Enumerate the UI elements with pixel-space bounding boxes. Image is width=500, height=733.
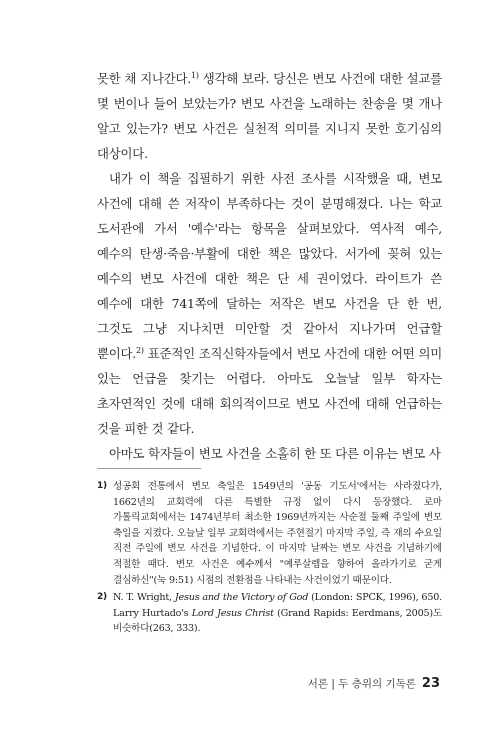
- footnote-text: [113, 590, 442, 637]
- footnote-2: [97, 590, 442, 637]
- footnote-ref-2[interactable]: 2): [136, 345, 144, 355]
- citation-author: N. T. Wright,: [113, 592, 175, 604]
- footnote-text: 성공회 전통에서 변모 축일은 1549년의 '공동 기도서'에서는 사라졌다가, 1662년의 교회력에 다른 특별한 규정 없이 다시 등장했다. 로마 가톨릭교회에서는 1474년부터 최소한 1969년까지는 사순절 둘째 주일에 변모 축일을 지켰다. 오늘날 일부 교회력에서는 주현절기 마지막 주일, 즉 재의 수요일 직전 주일에 변모 사건을 기념한다. 이 마지막 날짜는 변모 사건을 기념하기에 적절한 때다. 변모 사건은 예수께서 "예루살렘을 향하여 올라가기로 굳게 결심하신"(눅 9:51) 시점의 전환점을 나타내는 사건이었기 때문이다.: [113, 481, 442, 586]
- book-title-1: Jesus and the Victory of God: [174, 592, 309, 604]
- paragraph-2-part-b: 표준적인 조직신학자들에서 변모 사건에 대한 어떤 의미 있는 언급을 찾기는 어렵다. 아마도 오늘날 일부 학자는 초자연적인 것에 대해 회의적이므로 변모 사건에 대해 언급하는 것을 피한 것 같다.: [97, 346, 442, 436]
- body-text: [97, 66, 442, 466]
- footnote-ref-1[interactable]: 1): [191, 70, 199, 80]
- citation-details: (London: SPCK, 1996), 650. Larry Hurtado's: [113, 592, 442, 619]
- paragraph-1: [97, 66, 442, 166]
- footnote-number: 1): [97, 481, 107, 491]
- footnote-number: 2): [97, 592, 107, 603]
- paragraph-2-part-a: 내가 이 책을 집필하기 위한 사전 조사를 시작했을 때, 변모 사건에 대해 쓴 저작이 부족하다는 것이 분명해졌다. 나는 학교 도서관에 가서 '예수'라는 항목을 살펴보았다. 역사적 예수, 예수의 탄생·죽음·부활에 대한 책은 많았다. 서가에 꽂혀 있는 예수의 변모 사건에 대한 책은 단 세 권이었다. 라이트가 쓴 예수에 대한 741쪽에 달하는 저작은 변모 사건을 단 한 번, 그것도 그냥 지나치면 미안할 것 같아서 지나가며 언급할 뿐이다.: [97, 171, 442, 361]
- book-title-2: Lord Jesus Christ: [191, 607, 274, 619]
- page-footer: [308, 676, 440, 691]
- footnotes: [97, 479, 442, 639]
- citation-tail: (Grand Rapids: Eerdmans, 2005)도 비슷하다(263, 333).: [113, 607, 442, 635]
- page-number: 23: [421, 676, 440, 691]
- footnote-separator: [97, 468, 201, 469]
- running-title: 서론 | 두 층위의 기독론: [307, 678, 416, 690]
- paragraph-2: [97, 166, 442, 441]
- paragraph-1-part-a: 못한 채 지나간다.: [97, 71, 192, 86]
- paragraph-3: 아마도 학자들이 변모 사건을 소홀히 한 또 다른 이유는 변모 사: [109, 446, 441, 461]
- footnote-1: [97, 479, 442, 588]
- paragraph-1-part-b: 생각해 보라. 당신은 변모 사건에 대한 설교를 몇 번이나 들어 보았는가? 변모 사건을 노래하는 찬송을 몇 개나 알고 있는가? 변모 사건은 실천적 의미를 지니지 못한 호기심의 대상이다.: [97, 71, 442, 161]
